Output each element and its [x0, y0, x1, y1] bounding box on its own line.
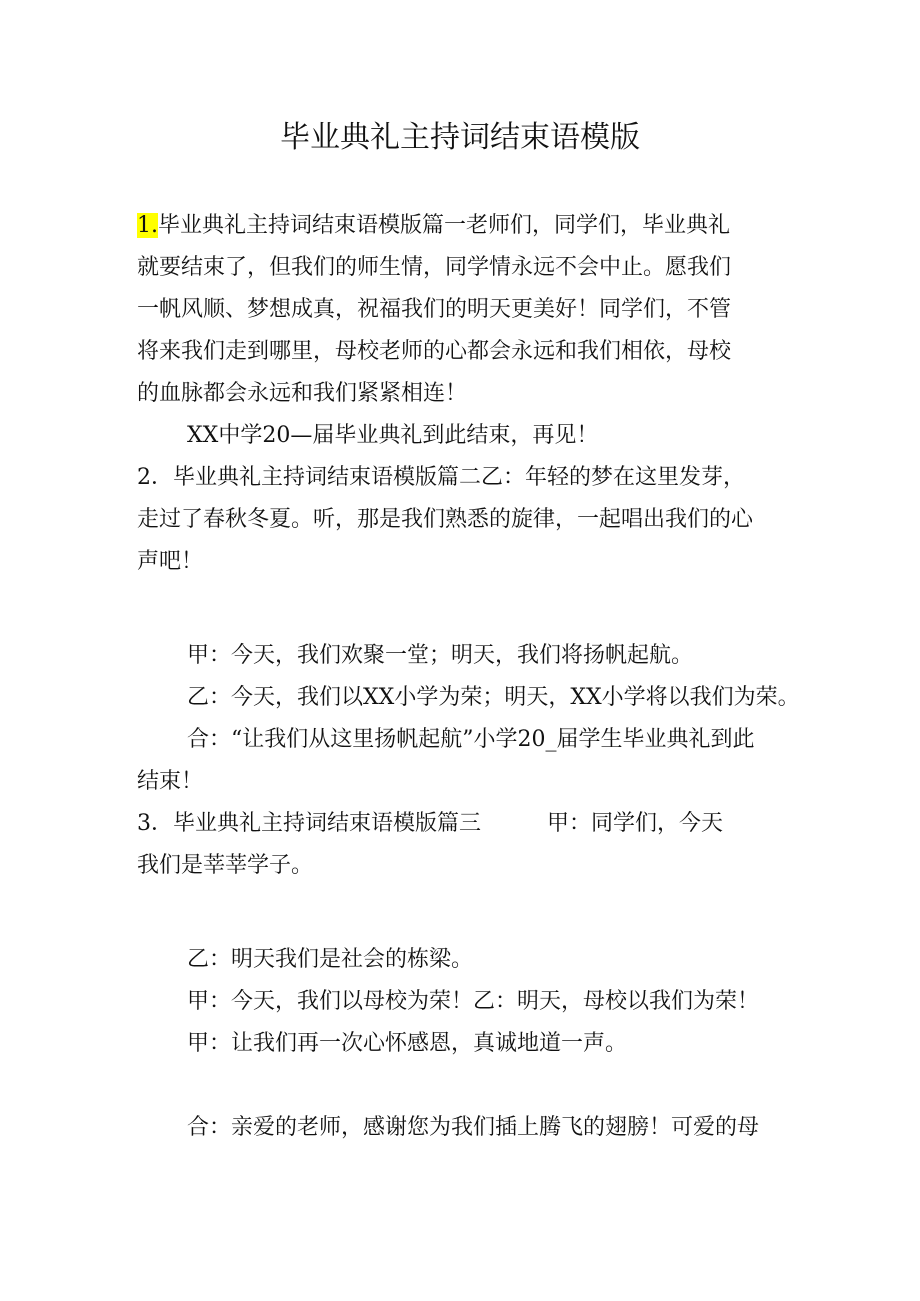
dialogue-line-4: 乙：明天我们是社会的栋梁。	[187, 947, 474, 972]
dialogue-line-2: 乙：今天，我们以XX小学为荣；明天，XX小学将以我们为荣。	[187, 685, 800, 710]
dialogue-line-5: 甲：今天，我们以母校为荣！乙：明天，母校以我们为荣！	[187, 989, 760, 1014]
document-title: 毕业典礼主持词结束语模版	[280, 120, 640, 155]
dialogue-line-6: 甲：让我们再一次心怀感恩，真诚地道一声。	[187, 1031, 628, 1056]
paragraph-2-line-3: 声吧！	[137, 549, 204, 574]
dialogue-line-3: 合：“让我们从这里扬帆起航”小学20_届学生毕业典礼到此	[187, 727, 755, 752]
paragraph-1-line-2: 就要结束了，但我们的师生情，同学情永远不会中止。愿我们	[137, 255, 732, 280]
paragraph-3-dialogue: 甲：同学们，今天	[547, 811, 724, 836]
paragraph-3-heading: 3．毕业典礼主持词结束语模版篇三	[137, 811, 481, 836]
paragraph-2-line-1: 2．毕业典礼主持词结束语模版篇二乙：年轻的梦在这里发芽，	[137, 465, 745, 490]
paragraph-3-line-2: 我们是莘莘学子。	[137, 853, 314, 878]
paragraph-1-line-5: 的血脉都会永远和我们紧紧相连！	[137, 381, 468, 406]
closing-line: XX中学20—届毕业典礼到此结束，再见！	[187, 423, 599, 448]
paragraph-2-line-2: 走过了春秋冬夏。听，那是我们熟悉的旋律，一起唱出我们的心	[137, 507, 754, 532]
paragraph-1-line-1	[137, 211, 730, 241]
paragraph-1-line-4: 将来我们走到哪里，母校老师的心都会永远和我们相依，母校	[137, 339, 732, 364]
dialogue-line-3-cont: 结束！	[137, 769, 204, 794]
dialogue-line-1: 甲：今天，我们欢聚一堂；明天，我们将扬帆起航。	[187, 643, 694, 668]
paragraph-1-line-1-text: 毕业典礼主持词结束语模版篇一老师们，同学们，毕业典礼	[158, 213, 731, 238]
paragraph-3-line-1	[137, 809, 723, 839]
paragraph-1-line-3: 一帆风顺、梦想成真，祝福我们的明天更美好！同学们，不管	[137, 297, 732, 322]
highlighted-number: 1.	[137, 213, 158, 238]
dialogue-line-7: 合：亲爱的老师，感谢您为我们插上腾飞的翅膀！可爱的母	[187, 1115, 760, 1140]
